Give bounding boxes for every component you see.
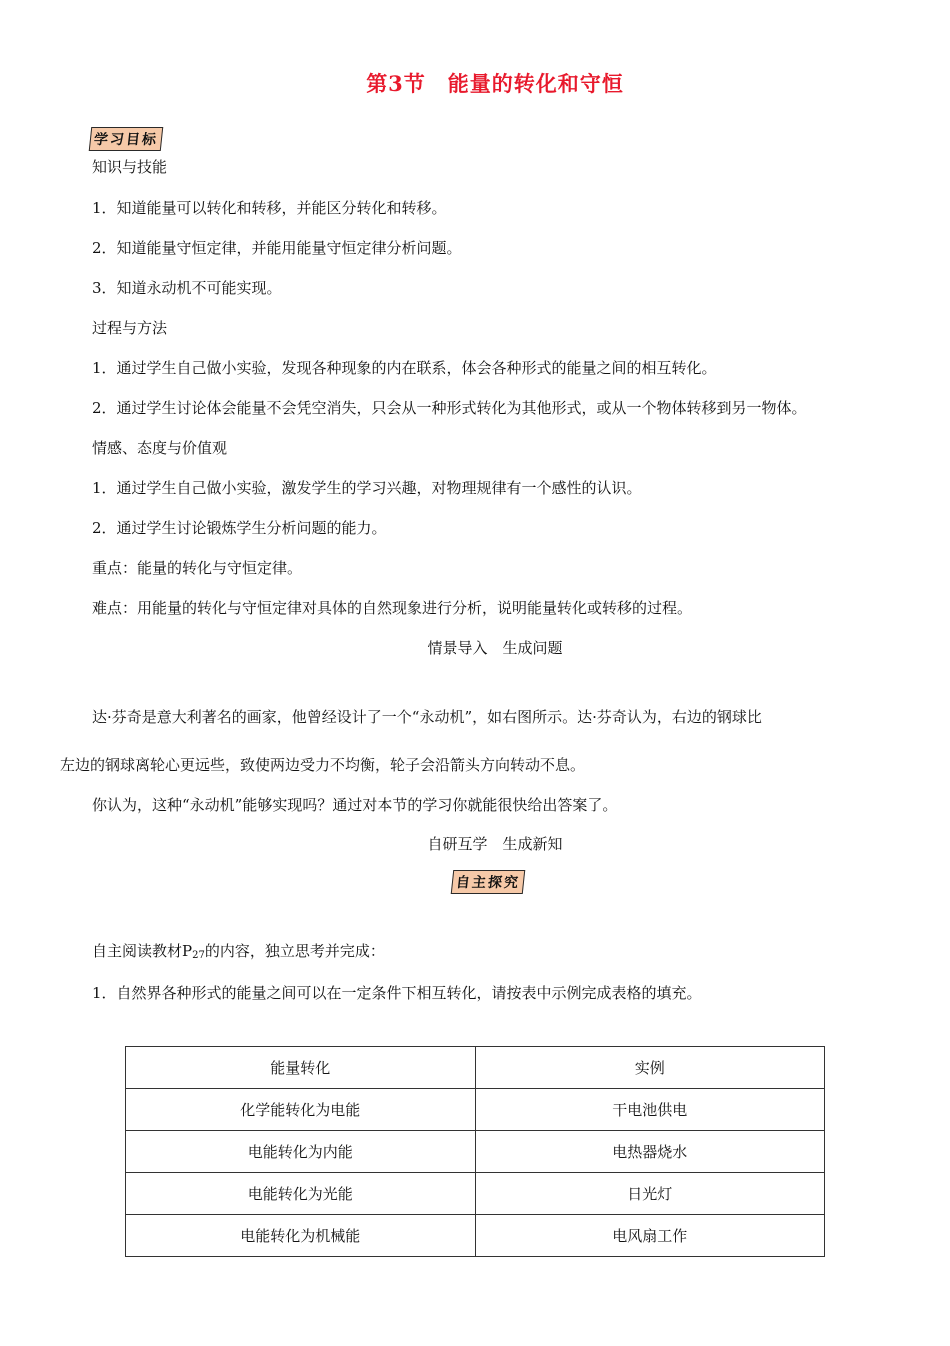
intro-section-heading: 情景导入 生成问题 — [427, 639, 563, 657]
process-item-1: 1．通过学生自己做小实验，发现各种现象的内在联系，体会各种形式的能量之间的相互转化。 — [92, 359, 717, 377]
page-title: 第3节 能量的转化和守恒 — [366, 71, 624, 96]
knowledge-item-2: 2．知道能量守恒定律，并能用能量守恒定律分析问题。 — [92, 239, 462, 257]
table-header-cell: 能量转化 — [126, 1047, 476, 1089]
knowledge-heading: 知识与技能 — [92, 158, 168, 176]
table-header-row — [126, 1047, 825, 1089]
intro-paragraph-line-2: 左边的钢球离轮心更远些，致使两边受力不均衡，轮子会沿箭头方向转动不息。 — [60, 756, 586, 774]
intro-paragraph-line-1: 达·芬奇是意大利著名的画家，他曾经设计了一个“永动机”，如右图所示。达·芬奇认为，右边的钢球比 — [92, 708, 762, 726]
self-explore-badge: 自主探究 — [451, 870, 526, 894]
process-item-2: 2．通过学生讨论体会能量不会凭空消失，只会从一种形式转化为其他形式，或从一个物体转移到另一物体。 — [92, 399, 807, 417]
table-row — [126, 1215, 825, 1257]
intro-question: 你认为，这种“永动机”能够实现吗？通过对本节的学习你就能很快给出答案了。 — [92, 796, 618, 814]
table-row — [126, 1173, 825, 1215]
study-section-heading: 自研互学 生成新知 — [427, 835, 563, 853]
table-cell: 电风扇工作 — [475, 1215, 825, 1257]
task-1: 1．自然界各种形式的能量之间可以在一定条件下相互转化，请按表中示例完成表格的填充。 — [92, 984, 702, 1002]
key-point: 重点：能量的转化与守恒定律。 — [92, 559, 303, 577]
table-cell: 化学能转化为电能 — [126, 1089, 476, 1131]
reading-instruction: 自主阅读教材$P_{27}$的内容，独立思考并完成： — [92, 942, 385, 961]
table-cell: 电热器烧水 — [475, 1131, 825, 1173]
table-cell: 电能转化为光能 — [126, 1173, 476, 1215]
emotion-heading: 情感、态度与价值观 — [92, 439, 228, 457]
table-row — [126, 1089, 825, 1131]
table-cell: 电能转化为内能 — [126, 1131, 476, 1173]
learning-goals-badge: 学习目标 — [89, 127, 164, 151]
knowledge-item-3: 3．知道永动机不可能实现。 — [92, 279, 282, 297]
knowledge-item-1: 1．知道能量可以转化和转移，并能区分转化和转移。 — [92, 199, 447, 217]
emotion-item-1: 1．通过学生自己做小实验，激发学生的学习兴趣，对物理规律有一个感性的认识。 — [92, 479, 642, 497]
table-cell: 电能转化为机械能 — [126, 1215, 476, 1257]
emotion-item-2: 2．通过学生讨论锻炼学生分析问题的能力。 — [92, 519, 387, 537]
table-row — [126, 1131, 825, 1173]
process-heading: 过程与方法 — [92, 319, 168, 337]
difficulty-point: 难点：用能量的转化与守恒定律对具体的自然现象进行分析，说明能量转化或转移的过程。 — [92, 599, 693, 617]
table-cell: 日光灯 — [475, 1173, 825, 1215]
table-header-cell: 实例 — [475, 1047, 825, 1089]
energy-conversion-table — [125, 1046, 825, 1257]
table-cell: 干电池供电 — [475, 1089, 825, 1131]
